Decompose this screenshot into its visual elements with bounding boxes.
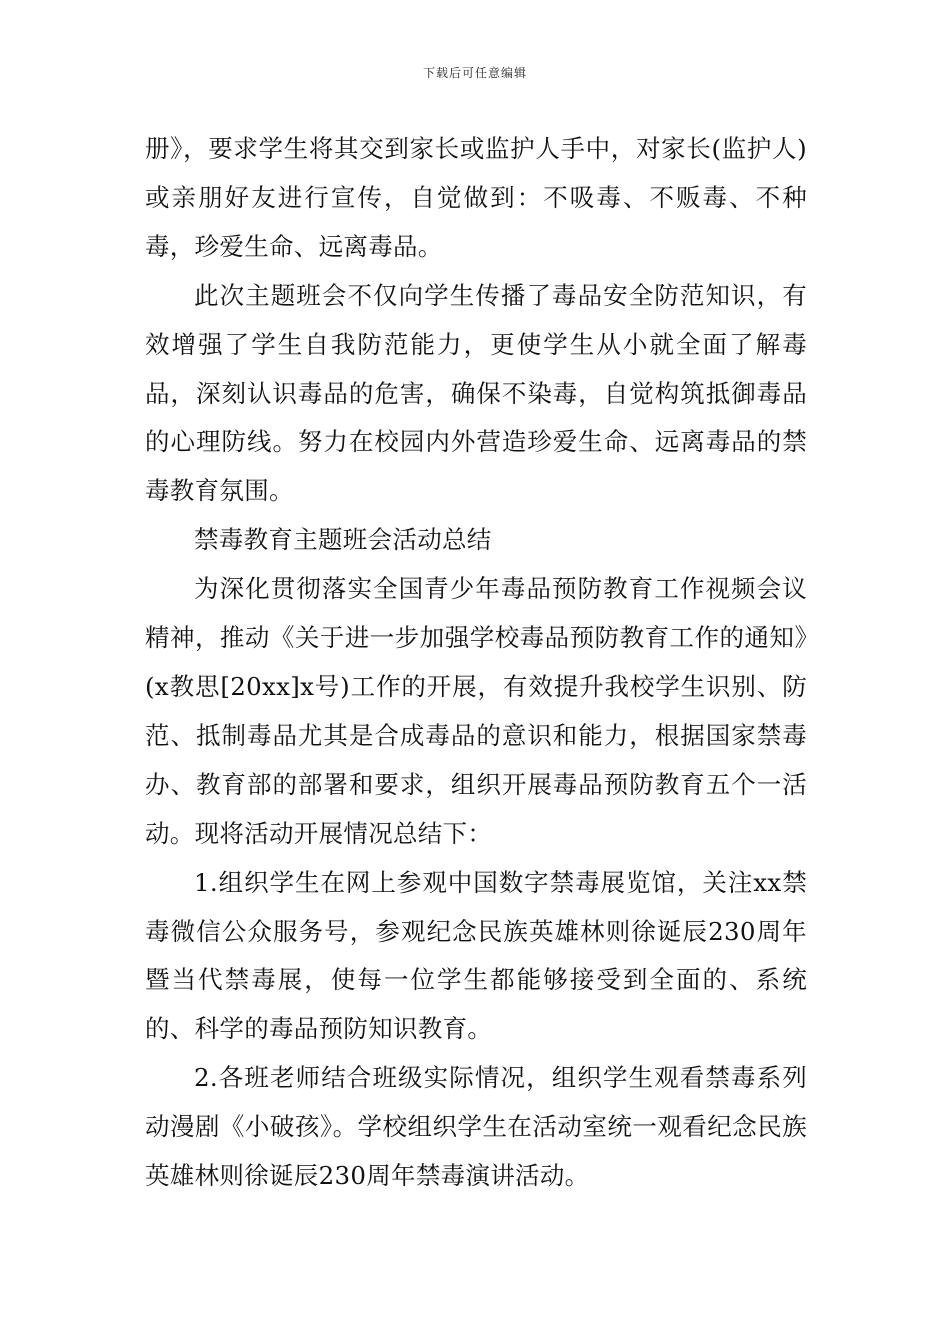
paragraph-item-1: 1.组织学生在网上参观中国数字禁毒展览馆，关注xx禁毒微信公众服务号，参观纪念民族英雄林则徐诞辰230周年暨当代禁毒展，使每一位学生都能够接受到全面的、系统的、科学的毒品预防知识教育。 <box>145 867 807 1044</box>
section-title: 禁毒教育主题班会活动总结 <box>194 525 492 555</box>
paragraph-summary: 此次主题班会不仅向学生传播了毒品安全防范知识，有效增强了学生自我防范能力，更使学生从小就全面了解毒品，深刻认识毒品的危害，确保不染毒，自觉构筑抵御毒品的心理防线。努力在校园内外营造珍爱生命、远离毒品的禁毒教育氛围。 <box>145 280 807 506</box>
page-header-note: 下载后可任意编辑 <box>422 66 527 80</box>
paragraph-item-2: 2.各班老师结合班级实际情况，组织学生观看禁毒系列动漫剧《小破孩》。学校组织学生在活动室统一观看纪念民族英雄林则徐诞辰230周年禁毒演讲活动。 <box>145 1063 807 1191</box>
paragraph-continuation: 册》，要求学生将其交到家长或监护人手中，对家长(监护人)或亲朋好友进行宣传，自觉做到：不吸毒、不贩毒、不种毒，珍爱生命、远离毒品。 <box>145 134 807 261</box>
document-body <box>145 125 807 1201</box>
paragraph-intro: 为深化贯彻落实全国青少年毒品预防教育工作视频会议精神，推动《关于进一步加强学校毒品预防教育工作的通知》(x教思[20xx]x号)工作的开展，有效提升我校学生识别、防范、抵制毒品尤其是合成毒品的意识和能力，根据国家禁毒办、教育部的部署和要求，组织开展毒品预防教育五个一活动。现将活动开展情况总结下： <box>145 574 807 848</box>
